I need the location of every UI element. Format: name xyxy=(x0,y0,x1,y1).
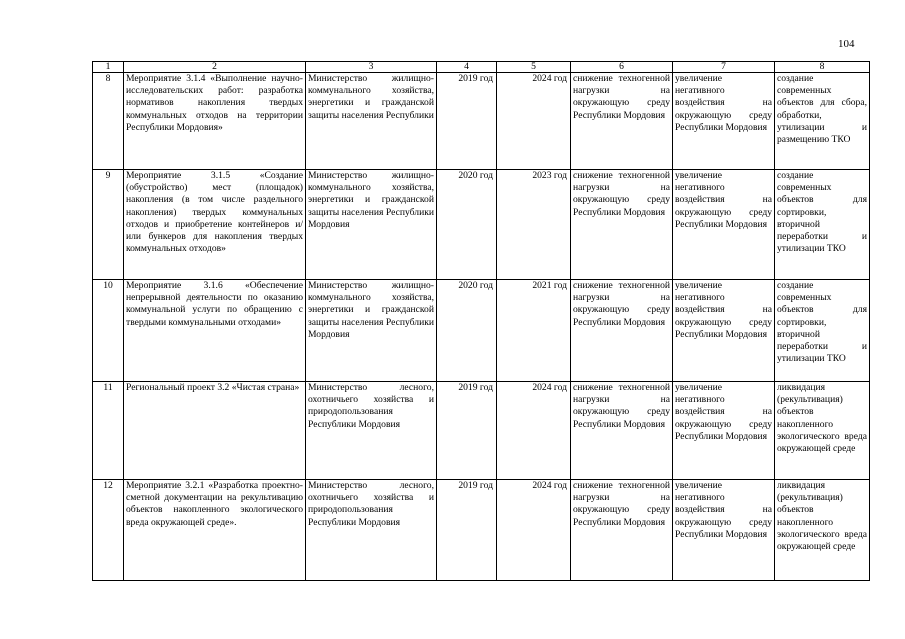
indicator-cell: создание современных объектов для сбора, обработки, утилизации и размещению ТКО xyxy=(775,73,870,170)
result-cell: снижение техногенной нагрузки на окружающую среду Республики Мордовия xyxy=(571,280,673,382)
result-cell: снижение техногенной нагрузки на окружающую среду Республики Мордовия xyxy=(571,480,673,581)
indicator-cell: создание современных объектов для сортировки, вторичной переработки и утилизации ТКО xyxy=(775,280,870,382)
result-cell: снижение техногенной нагрузки на окружающую среду Республики Мордовия xyxy=(571,382,673,480)
indicator-cell: ликвидация (рекультивация) объектов накопленного экологического вреда окружающей среде xyxy=(775,382,870,480)
table-row xyxy=(93,382,870,480)
table-row xyxy=(93,73,870,170)
consequence-cell: увеличение негативного воздействия на окружающую среду Республики Мордовия xyxy=(673,170,775,280)
executor-cell: Министерство лесного, охотничьего хозяйства и природопользования Республики Мордовия xyxy=(306,480,437,581)
table-row xyxy=(93,280,870,382)
column-number: 2 xyxy=(124,62,306,73)
column-number: 5 xyxy=(497,62,571,73)
event-cell: Мероприятие 3.1.4 «Выполнение научно-исследовательских работ: разработка нормативов накопления твердых коммунальных отходов на территории Республики Мордовия» xyxy=(124,73,306,170)
start-year-cell: 2020 год xyxy=(437,280,497,382)
start-year-cell: 2019 год xyxy=(437,73,497,170)
result-cell: снижение техногенной нагрузки на окружающую среду Республики Мордовия xyxy=(571,170,673,280)
executor-cell: Министерство жилищно-коммунального хозяйства, энергетики и гражданской защиты населения Республики xyxy=(306,73,437,170)
row-number: 9 xyxy=(93,170,124,280)
table-row xyxy=(93,480,870,581)
consequence-cell: увеличение негативного воздействия на окружающую среду Республики Мордовия xyxy=(673,382,775,480)
event-cell: Мероприятие 3.1.6 «Обеспечение непрерывной деятельности по оказанию коммунальной услуги по обращению с твердыми коммунальными отходами» xyxy=(124,280,306,382)
table-row xyxy=(93,170,870,280)
column-number: 3 xyxy=(306,62,437,73)
result-cell: снижение техногенной нагрузки на окружающую среду Республики Мордовия xyxy=(571,73,673,170)
row-number: 11 xyxy=(93,382,124,480)
column-number: 1 xyxy=(93,62,124,73)
column-number: 6 xyxy=(571,62,673,73)
end-year-cell: 2024 год xyxy=(497,480,571,581)
event-cell: Мероприятие 3.2.1 «Разработка проектно-сметной документации на рекультивацию объектов накопленного экологического вреда окружающей среде». xyxy=(124,480,306,581)
event-cell: Региональный проект 3.2 «Чистая страна» xyxy=(124,382,306,480)
column-number: 7 xyxy=(673,62,775,73)
page-number: 104 xyxy=(838,38,855,50)
column-number: 8 xyxy=(775,62,870,73)
start-year-cell: 2019 год xyxy=(437,382,497,480)
row-number: 8 xyxy=(93,73,124,170)
consequence-cell: увеличение негативного воздействия на окружающую среду Республики Мордовия xyxy=(673,480,775,581)
executor-cell: Министерство лесного, охотничьего хозяйства и природопользования Республики Мордовия xyxy=(306,382,437,480)
column-number: 4 xyxy=(437,62,497,73)
start-year-cell: 2020 год xyxy=(437,170,497,280)
start-year-cell: 2019 год xyxy=(437,480,497,581)
executor-cell: Министерство жилищно-коммунального хозяйства, энергетики и гражданской защиты населения Республики Мордовия xyxy=(306,280,437,382)
row-number: 10 xyxy=(93,280,124,382)
consequence-cell: увеличение негативного воздействия на окружающую среду Республики Мордовия xyxy=(673,73,775,170)
end-year-cell: 2023 год xyxy=(497,170,571,280)
end-year-cell: 2024 год xyxy=(497,73,571,170)
event-cell: Мероприятие 3.1.5 «Создание (обустройство) мест (площадок) накопления (в том числе раздельного накопления) твердых коммунальных отходов и приобретение контейнеров и/или бункеров для накопления твердых коммунальных отходов» xyxy=(124,170,306,280)
column-number-row xyxy=(93,62,870,73)
end-year-cell: 2024 год xyxy=(497,382,571,480)
row-number: 12 xyxy=(93,480,124,581)
indicator-cell: создание современных объектов для сортировки, вторичной переработки и утилизации ТКО xyxy=(775,170,870,280)
program-table xyxy=(92,61,870,581)
consequence-cell: увеличение негативного воздействия на окружающую среду Республики Мордовия xyxy=(673,280,775,382)
executor-cell: Министерство жилищно-коммунального хозяйства, энергетики и гражданской защиты населения Республики Мордовия xyxy=(306,170,437,280)
indicator-cell: ликвидация (рекультивация) объектов накопленного экологического вреда окружающей среде xyxy=(775,480,870,581)
end-year-cell: 2021 год xyxy=(497,280,571,382)
